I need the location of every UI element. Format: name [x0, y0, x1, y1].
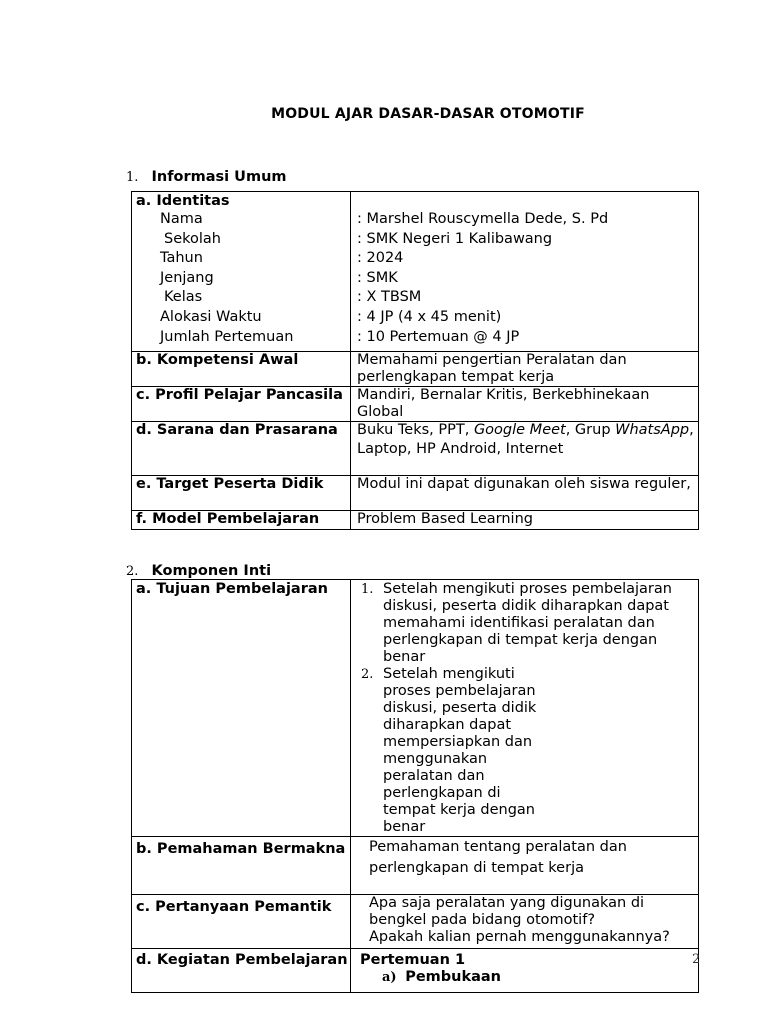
table-row: [132, 352, 699, 387]
field-value: : 2024: [357, 250, 404, 267]
sarana-devices: Laptop, HP Android, Internet: [357, 441, 564, 457]
field-value: : SMK Negeri 1 Kalibawang: [357, 230, 553, 247]
sub-heading: [360, 969, 698, 986]
question-2: Apakah kalian pernah menggunakannya?: [369, 929, 670, 945]
table-row: [132, 192, 699, 352]
sarana-label: d. Sarana dan Prasarana: [132, 422, 351, 476]
section-2-heading: [126, 560, 271, 579]
identitas-labels: [132, 192, 351, 352]
question-1: Apa saja peralatan yang digunakan di bengkel pada bidang otomotif?: [369, 895, 645, 928]
field-label: Jumlah Pertemuan: [160, 328, 294, 345]
field-value: : 4 JP (4 x 45 menit): [357, 308, 502, 325]
sarana-value: [351, 422, 699, 476]
sarana-text: ,: [689, 422, 694, 438]
section-2-label: Komponen Inti: [151, 563, 272, 579]
table-row: [132, 949, 699, 993]
pertanyaan-label: c. Pertanyaan Pemantik: [132, 895, 351, 949]
table-row: [132, 476, 699, 511]
section-1-label: Informasi Umum: [151, 169, 287, 185]
field-label: Tahun: [160, 250, 203, 267]
sub-label: Pembukaan: [405, 969, 501, 985]
document-title: MODUL AJAR DASAR-DASAR OTOMOTIF: [271, 106, 585, 122]
list-item: [351, 581, 698, 666]
field-label: Sekolah: [164, 230, 221, 247]
list-text: Setelah mengikuti proses pembelajaran diskusi, peserta didik diharapkan dapat mempersiapkan dan menggunakan peralatan dan perlengkapan di tempat kerja dengan benar: [383, 666, 537, 835]
identitas-heading: a. Identitas: [136, 193, 230, 209]
field-value: : 10 Pertemuan @ 4 JP: [357, 328, 520, 345]
model-value: Problem Based Learning: [351, 511, 699, 530]
list-item: [351, 666, 698, 836]
page-number: 2: [692, 952, 701, 967]
field-value: : SMK: [357, 269, 398, 286]
pemahaman-label: b. Pemahaman Bermakna: [132, 837, 351, 895]
table-row: [132, 837, 699, 895]
sarana-text: Buku Teks, PPT,: [357, 422, 474, 438]
tujuan-list: [351, 580, 699, 837]
identitas-values: [351, 192, 699, 352]
list-number: 1.: [361, 582, 374, 597]
sub-number: a): [382, 970, 397, 985]
section-1-heading: [126, 166, 287, 185]
table-row: [132, 511, 699, 530]
pemahaman-value: Pemahaman tentang peralatan dan perlengkapan di tempat kerja: [351, 837, 699, 895]
model-label: f. Model Pembelajaran: [132, 511, 351, 530]
field-label: Kelas: [164, 289, 203, 306]
list-text: Setelah mengikuti proses pembelajaran diskusi, peserta didik diharapkan dapat memahami identifikasi peralatan dan perlengkapan di tempat kerja dengan benar: [383, 581, 672, 665]
target-label: e. Target Peserta Didik: [132, 476, 351, 511]
field-label: Alokasi Waktu: [160, 308, 262, 325]
kegiatan-label: d. Kegiatan Pembelajaran: [132, 949, 351, 993]
table-row: [132, 387, 699, 422]
field-value: : X TBSM: [357, 289, 422, 306]
sarana-text-italic: WhatsApp: [615, 422, 690, 438]
list-number: 2.: [361, 667, 374, 682]
profil-label: c. Profil Pelajar Pancasila: [132, 387, 351, 422]
pertanyaan-value: [351, 895, 699, 949]
kegiatan-value: [351, 949, 699, 993]
table-row: [132, 422, 699, 476]
kompetensi-label: b. Kompetensi Awal: [132, 352, 351, 387]
table-row: [132, 580, 699, 837]
tujuan-label: a. Tujuan Pembelajaran: [132, 580, 351, 837]
pertemuan-heading: Pertemuan 1: [360, 952, 466, 968]
kompetensi-value: Memahami pengertian Peralatan dan perlengkapan tempat kerja: [351, 352, 699, 387]
table-row: [132, 895, 699, 949]
field-label: Nama: [160, 211, 203, 227]
target-value: Modul ini dapat digunakan oleh siswa reguler,: [351, 476, 699, 511]
section-2-number: 2.: [126, 564, 139, 579]
sarana-text: , Grup: [565, 422, 616, 438]
informasi-umum-table: [131, 191, 699, 530]
field-value: : Marshel Rouscymella Dede, S. Pd: [357, 211, 609, 227]
komponen-inti-table: [131, 579, 699, 993]
field-label: Jenjang: [160, 269, 214, 286]
sarana-text-italic: Google Meet: [473, 422, 566, 438]
profil-value: Mandiri, Bernalar Kritis, Berkebhinekaan Global: [351, 387, 699, 422]
section-1-number: 1.: [126, 170, 139, 185]
